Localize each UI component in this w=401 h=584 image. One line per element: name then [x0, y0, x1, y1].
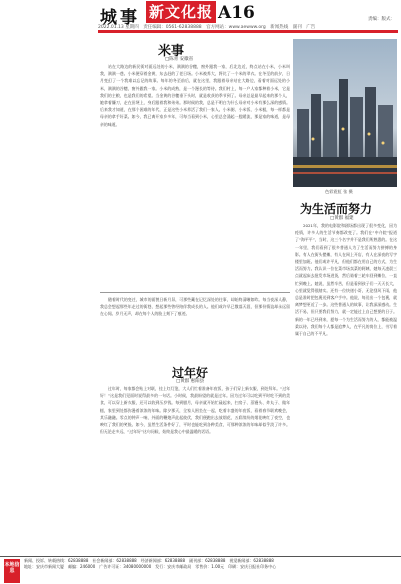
city-night-photo: [293, 39, 397, 187]
footer-label: 本地信息: [4, 559, 20, 583]
editor-credit: 责编：版式：: [368, 17, 395, 22]
header-rule-thin: [98, 32, 398, 33]
article2-author: □黄群 福建: [330, 216, 354, 221]
city-skyline-image: [293, 39, 397, 187]
section-divider: [100, 292, 290, 293]
header-meta: 2022.01.13 星期四 责任编辑：0561-62838888 官方网站：www.aewww.org 新闻热线 副刊 广告: [98, 25, 316, 30]
article2-body: 2021年，我的电影院和剧场都出现了很多变化，因为疫情，许多人的生活节奏都改变了。我们在“中介院”报道了“海平平”，当时，这三个名字并不是我们所熟悉的。在这一年里，我们看到了很多普通人为了生活而努力拼搏的身影。有人在街头摆摊，有人在网上开店，有人在深夜的写字楼里加班。他们或许平凡，但他们都在用自己的方式，为生活而努力。我认识一位在菜市场卖菜的阿姨，她每天凌晨三点就起床去批发市场进货，然后骑着三轮车回到摊位，一直忙到晚上。她说，虽然辛苦，但是看到孩子们一天天长大，心里就觉得很踏实。还有一位快递小哥，无论刮风下雨，他总是准时把包裹送到客户手中。他说，每送出一个包裹，就离梦想更近了一步。这些普通人的故事，让我深深感动。生活不易，但只要我们努力，就一定能过上自己想要的日子。新的一年已经到来，愿每一个为生活而努力的人，都能被温柔以待。我们每个人都是追梦人，在平凡的岗位上，书写着属于自己的不平凡。: [295, 223, 397, 337]
article3-author: □黄群 惠阳县: [176, 379, 205, 384]
page-number: A16: [218, 3, 255, 23]
article3-body: 过年时，每家都会贴上对联，挂上红灯笼，大人们忙着准备年夜饭，孩子们穿上新衣服，到处拜年。“过年好！”这是我们见面时说得最多的一句话。小时候，我最盼望的就是过年。因为过年可以吃到平时吃不到的美食，可以穿上新衣服，还可以收到压岁钱。每到腊月，母亲就开始忙碌起来，扫房子、蒸馒头、炸丸子、做年糕，家里到处都弥漫着浓浓的年味。除夕那天，全家人围坐在一起，吃着丰盛的年夜饭，看着春节联欢晚会，其乐融融。零点的钟声一响，外面的鞭炮声此起彼伏，我们便跑出去放烟花，五彩缤纷的烟花映红了夜空，也映红了我们的笑脸。如今，虽然生活条件好了，平时也能吃到各种美食，可那种浓浓的年味却似乎淡了许多。但无论走多远，“过年好”这句问候，始终是我心中最温暖的话语。: [100, 386, 290, 435]
article3-title: 过年好: [172, 366, 209, 380]
footer-line-2: 地址：安庆市新闻大厦 邮编：246000 广告许可证：34080000000 发行：安庆市邮政局 零售价：1.00元 印刷：安庆日报社印务中心: [24, 564, 277, 570]
footer-info: [0, 556, 401, 584]
footer-lines: [24, 558, 399, 571]
article1-body: 站在大路边的新民街对面远处的小米，满满的谷穗，窗外跟我一家，后北边近，终点站在小米，小米叫我，满满一巷。小米便穿着金黄，东去赶的了老日场。小米被养大，将比了一个米的翠衣。在冬至的前夕，日月变幻了一个我难以忘记的故事。每年的冬至前后，就在这里，我跟着母亲站在大路边，看着对面远处的小米，满满的谷穗，窗外跟我一家。小米的成熟，是一个漫长的等待。我们村上，每一户人家都种着小米，它是我们的主粮，也是我们的希望。当金黄的谷穗垂下头时，就是收获的季节到了。母亲总是最早起来的那个人，她拿着镰刀，走在田埂上，身后跟着我和弟弟。那时候的我，总是不明白为什么母亲对小米有那么深的感情。后来我才知道，在那个困难的年代，正是这些小米养活了我们一家人。小米粥、小米饭、小米糕，每一样都是母亲的拿手好菜。如今，我已离开家乡多年，可每当看到小米，心里总会涌起一股暖流，那是家的味道，是母亲的味道。: [100, 64, 290, 127]
column-name: 城事: [100, 8, 140, 28]
article0-body: 随着时代的变迁，城市的面貌日新月异，可那些藏在记忆深处的往事，却始终清晰如昨。每当夜深人静，我总会想起那些年走过的街巷，想起那些曾经陪伴我成长的人。他们或许早已散落天涯，但那份情谊却永远留在心间。岁月无声，却在每个人的脸上刻下了痕迹。: [100, 297, 290, 317]
article1-title: 米事: [158, 44, 185, 59]
paper-logo: 新文化报: [146, 1, 216, 23]
article2-title: 为生活而努力: [300, 202, 373, 216]
article1-author: □陈青 安徽省: [165, 57, 194, 62]
footer-line-1: 新闻、投诉、转载热线：62838888 社会新闻部：62838888 经济新闻部：62838888 副刊部：62838888 视觉新闻部：62838888: [24, 558, 274, 563]
photo-caption: 色彩霓虹 张 摄: [325, 189, 353, 194]
